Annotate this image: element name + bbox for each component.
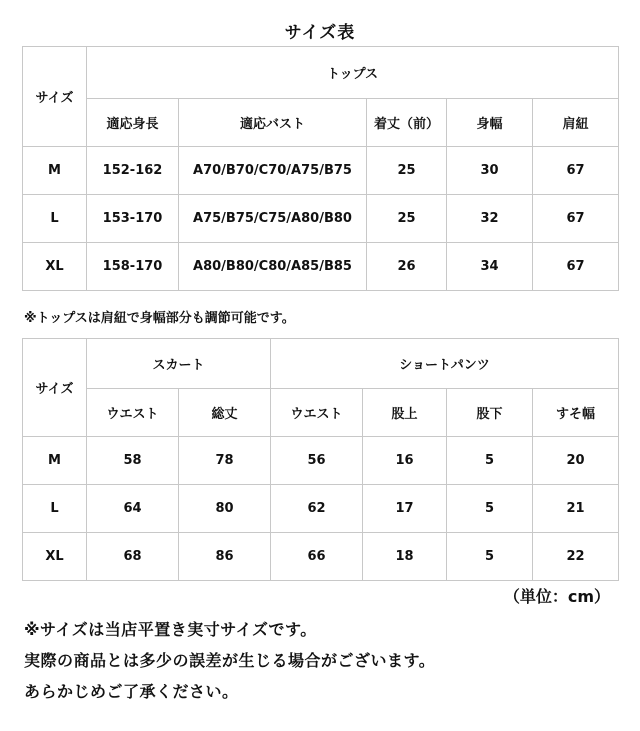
table-cell: 153-170	[87, 195, 179, 243]
table-cell: 18	[363, 533, 447, 581]
table-cell: 16	[363, 437, 447, 485]
table-cell: 68	[87, 533, 179, 581]
skirt-col-length: 総丈	[179, 389, 271, 437]
table-cell: 67	[533, 195, 619, 243]
row-size-label: L	[23, 195, 87, 243]
table-cell: A80/B80/C80/A85/B85	[179, 243, 367, 291]
skirt-col-waist: ウエスト	[87, 389, 179, 437]
table-row	[23, 243, 619, 291]
table-cell: A75/B75/C75/A80/B80	[179, 195, 367, 243]
table-cell: 21	[533, 485, 619, 533]
table-cell: 34	[447, 243, 533, 291]
shorts-col-rise: 股上	[363, 389, 447, 437]
bottoms-size-table	[22, 338, 619, 581]
tops-col-bust: 適応バスト	[179, 99, 367, 147]
row-size-label: XL	[23, 243, 87, 291]
table-cell: 67	[533, 243, 619, 291]
shorts-col-waist: ウエスト	[271, 389, 363, 437]
footer-note-line: 実際の商品とは多少の誤差が生じる場合がございます。	[24, 651, 436, 670]
row-size-label: L	[23, 485, 87, 533]
tops-note: ※トップスは肩紐で身幅部分も調節可能です。	[24, 311, 295, 326]
tops-col-width: 身幅	[447, 99, 533, 147]
table-cell: 5	[447, 437, 533, 485]
tops-group-header: トップス	[87, 47, 619, 99]
table-cell: 20	[533, 437, 619, 485]
tops-size-header: サイズ	[23, 47, 87, 147]
page-title: サイズ表	[284, 23, 356, 43]
table-cell: 5	[447, 533, 533, 581]
table-row	[23, 195, 619, 243]
tops-col-strap: 肩紐	[533, 99, 619, 147]
row-size-label: XL	[23, 533, 87, 581]
shorts-group-header: ショートパンツ	[271, 339, 619, 389]
shorts-col-hem: すそ幅	[533, 389, 619, 437]
table-cell: 66	[271, 533, 363, 581]
table-row	[23, 485, 619, 533]
table-cell: 26	[367, 243, 447, 291]
table-cell: 25	[367, 195, 447, 243]
table-cell: 86	[179, 533, 271, 581]
tops-col-height: 適応身長	[87, 99, 179, 147]
table-cell: 30	[447, 147, 533, 195]
bottoms-size-header: サイズ	[23, 339, 87, 437]
table-cell: 64	[87, 485, 179, 533]
row-size-label: M	[23, 437, 87, 485]
table-row	[23, 147, 619, 195]
footer-note-line: ※サイズは当店平置き実寸サイズです。	[24, 620, 317, 639]
shorts-col-inseam: 股下	[447, 389, 533, 437]
table-cell: 78	[179, 437, 271, 485]
table-cell: 22	[533, 533, 619, 581]
table-cell: 152-162	[87, 147, 179, 195]
table-cell: 67	[533, 147, 619, 195]
table-cell: 32	[447, 195, 533, 243]
table-cell: 62	[271, 485, 363, 533]
table-cell: 80	[179, 485, 271, 533]
table-cell: 25	[367, 147, 447, 195]
table-cell: 158-170	[87, 243, 179, 291]
table-cell: A70/B70/C70/A75/B75	[179, 147, 367, 195]
table-row	[23, 533, 619, 581]
unit-label: （単位：cm）	[503, 587, 610, 606]
row-size-label: M	[23, 147, 87, 195]
table-row	[23, 437, 619, 485]
skirt-group-header: スカート	[87, 339, 271, 389]
table-cell: 56	[271, 437, 363, 485]
tops-col-length: 着丈（前）	[367, 99, 447, 147]
table-cell: 17	[363, 485, 447, 533]
table-cell: 58	[87, 437, 179, 485]
table-cell: 5	[447, 485, 533, 533]
footer-note-line: あらかじめご了承ください。	[24, 682, 239, 701]
tops-size-table	[22, 46, 619, 291]
